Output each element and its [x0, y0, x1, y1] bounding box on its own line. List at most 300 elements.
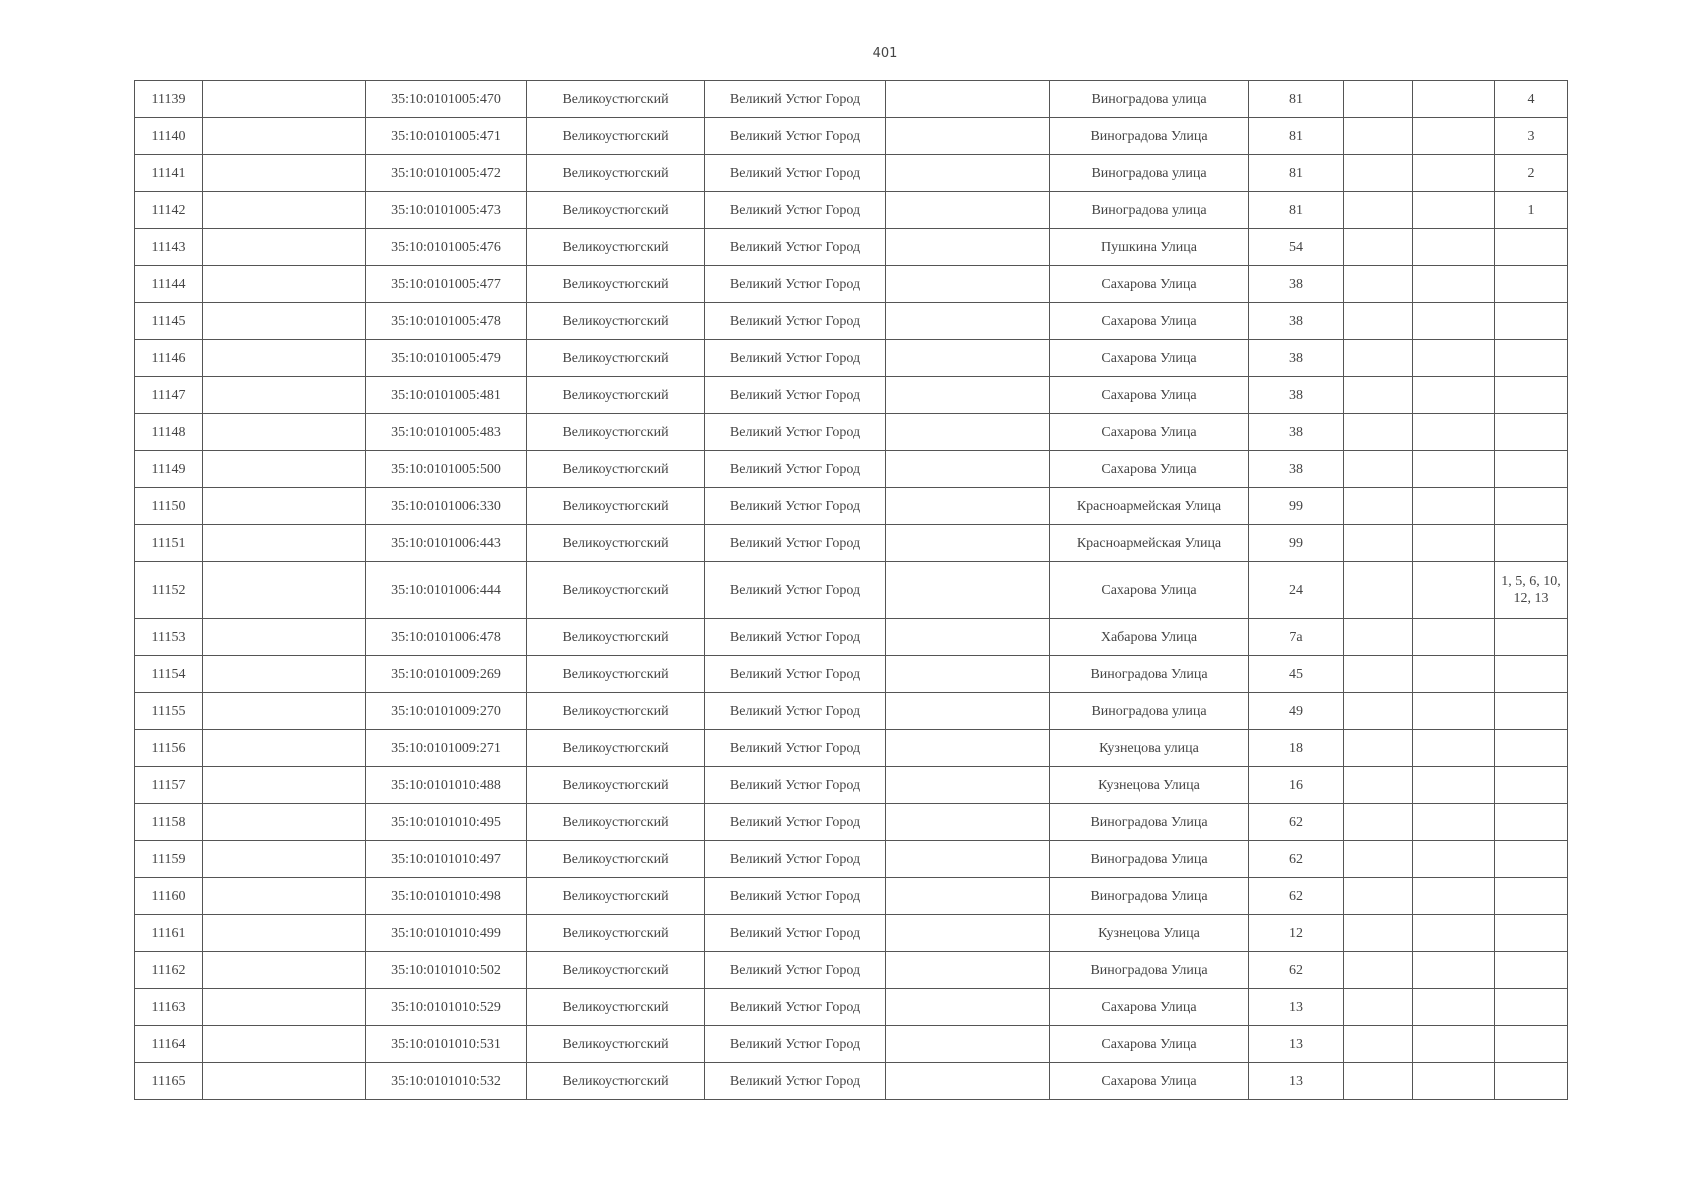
empty-cell-10 — [1413, 656, 1495, 693]
apartments-cell: 1, 5, 6, 10, 12, 13 — [1495, 562, 1568, 619]
empty-cell-9 — [1344, 303, 1413, 340]
table-row — [135, 266, 1568, 303]
empty-cell-9 — [1344, 767, 1413, 804]
district-cell: Великоустюгский — [527, 488, 705, 525]
district-cell: Великоустюгский — [527, 1026, 705, 1063]
empty-cell-2 — [203, 118, 366, 155]
street-cell: Виноградова улица — [1050, 693, 1249, 730]
empty-cell-9 — [1344, 377, 1413, 414]
table-row — [135, 229, 1568, 266]
house-number-cell: 54 — [1249, 229, 1344, 266]
empty-cell-10 — [1413, 619, 1495, 656]
empty-cell-9 — [1344, 155, 1413, 192]
row-number-cell: 11163 — [135, 989, 203, 1026]
row-number-cell: 11149 — [135, 451, 203, 488]
empty-cell-6 — [886, 488, 1050, 525]
cadastral-number-cell: 35:10:0101005:471 — [366, 118, 527, 155]
page-number: 401 — [872, 46, 898, 61]
empty-cell-10 — [1413, 488, 1495, 525]
empty-cell-2 — [203, 804, 366, 841]
district-cell: Великоустюгский — [527, 414, 705, 451]
empty-cell-10 — [1413, 804, 1495, 841]
street-cell: Сахарова Улица — [1050, 303, 1249, 340]
row-number-cell: 11144 — [135, 266, 203, 303]
apartments-cell — [1495, 878, 1568, 915]
empty-cell-9 — [1344, 229, 1413, 266]
settlement-cell: Великий Устюг Город — [705, 155, 886, 192]
cadastral-number-cell: 35:10:0101005:483 — [366, 414, 527, 451]
street-cell: Хабарова Улица — [1050, 619, 1249, 656]
empty-cell-6 — [886, 1026, 1050, 1063]
street-cell: Виноградова Улица — [1050, 656, 1249, 693]
house-number-cell: 13 — [1249, 1026, 1344, 1063]
empty-cell-6 — [886, 525, 1050, 562]
row-number-cell: 11158 — [135, 804, 203, 841]
table-row — [135, 525, 1568, 562]
empty-cell-2 — [203, 192, 366, 229]
cadastral-number-cell: 35:10:0101006:330 — [366, 488, 527, 525]
empty-cell-2 — [203, 952, 366, 989]
district-cell: Великоустюгский — [527, 451, 705, 488]
row-number-cell: 11154 — [135, 656, 203, 693]
house-number-cell: 16 — [1249, 767, 1344, 804]
apartments-cell: 1 — [1495, 192, 1568, 229]
district-cell: Великоустюгский — [527, 155, 705, 192]
empty-cell-6 — [886, 1063, 1050, 1100]
district-cell: Великоустюгский — [527, 377, 705, 414]
apartments-cell — [1495, 619, 1568, 656]
row-number-cell: 11160 — [135, 878, 203, 915]
empty-cell-6 — [886, 118, 1050, 155]
street-cell: Виноградова Улица — [1050, 841, 1249, 878]
settlement-cell: Великий Устюг Город — [705, 656, 886, 693]
apartments-cell — [1495, 1063, 1568, 1100]
district-cell: Великоустюгский — [527, 952, 705, 989]
table-row — [135, 340, 1568, 377]
cadastral-number-cell: 35:10:0101010:488 — [366, 767, 527, 804]
settlement-cell: Великий Устюг Город — [705, 730, 886, 767]
apartments-cell — [1495, 377, 1568, 414]
house-number-cell: 62 — [1249, 952, 1344, 989]
empty-cell-2 — [203, 155, 366, 192]
district-cell: Великоустюгский — [527, 1063, 705, 1100]
street-cell: Виноградова Улица — [1050, 952, 1249, 989]
street-cell: Виноградова Улица — [1050, 804, 1249, 841]
settlement-cell: Великий Устюг Город — [705, 192, 886, 229]
street-cell: Виноградова улица — [1050, 81, 1249, 118]
row-number-cell: 11143 — [135, 229, 203, 266]
empty-cell-6 — [886, 229, 1050, 266]
table-row — [135, 656, 1568, 693]
empty-cell-2 — [203, 1063, 366, 1100]
table-row — [135, 693, 1568, 730]
house-number-cell: 38 — [1249, 377, 1344, 414]
table-row — [135, 488, 1568, 525]
row-number-cell: 11165 — [135, 1063, 203, 1100]
apartments-cell — [1495, 656, 1568, 693]
street-cell: Сахарова Улица — [1050, 340, 1249, 377]
empty-cell-9 — [1344, 1026, 1413, 1063]
apartments-cell — [1495, 303, 1568, 340]
empty-cell-6 — [886, 377, 1050, 414]
street-cell: Сахарова Улица — [1050, 562, 1249, 619]
settlement-cell: Великий Устюг Город — [705, 266, 886, 303]
house-number-cell: 81 — [1249, 155, 1344, 192]
house-number-cell: 7а — [1249, 619, 1344, 656]
apartments-cell — [1495, 488, 1568, 525]
street-cell: Сахарова Улица — [1050, 989, 1249, 1026]
empty-cell-10 — [1413, 118, 1495, 155]
row-number-cell: 11141 — [135, 155, 203, 192]
empty-cell-6 — [886, 303, 1050, 340]
empty-cell-2 — [203, 340, 366, 377]
registry-table — [134, 80, 1568, 1100]
settlement-cell: Великий Устюг Город — [705, 767, 886, 804]
empty-cell-2 — [203, 562, 366, 619]
empty-cell-10 — [1413, 767, 1495, 804]
empty-cell-10 — [1413, 562, 1495, 619]
house-number-cell: 18 — [1249, 730, 1344, 767]
district-cell: Великоустюгский — [527, 525, 705, 562]
empty-cell-9 — [1344, 915, 1413, 952]
empty-cell-9 — [1344, 81, 1413, 118]
row-number-cell: 11139 — [135, 81, 203, 118]
apartments-cell — [1495, 266, 1568, 303]
row-number-cell: 11156 — [135, 730, 203, 767]
settlement-cell: Великий Устюг Город — [705, 989, 886, 1026]
empty-cell-9 — [1344, 878, 1413, 915]
row-number-cell: 11164 — [135, 1026, 203, 1063]
table-row — [135, 952, 1568, 989]
district-cell: Великоустюгский — [527, 915, 705, 952]
apartments-cell — [1495, 1026, 1568, 1063]
street-cell: Виноградова Улица — [1050, 118, 1249, 155]
empty-cell-10 — [1413, 377, 1495, 414]
street-cell: Кузнецова улица — [1050, 730, 1249, 767]
empty-cell-6 — [886, 989, 1050, 1026]
empty-cell-2 — [203, 693, 366, 730]
empty-cell-10 — [1413, 1063, 1495, 1100]
empty-cell-6 — [886, 155, 1050, 192]
table-row — [135, 118, 1568, 155]
settlement-cell: Великий Устюг Город — [705, 1026, 886, 1063]
empty-cell-2 — [203, 656, 366, 693]
table-row — [135, 730, 1568, 767]
empty-cell-9 — [1344, 841, 1413, 878]
district-cell: Великоустюгский — [527, 804, 705, 841]
house-number-cell: 12 — [1249, 915, 1344, 952]
empty-cell-10 — [1413, 155, 1495, 192]
house-number-cell: 62 — [1249, 878, 1344, 915]
empty-cell-6 — [886, 730, 1050, 767]
cadastral-number-cell: 35:10:0101009:270 — [366, 693, 527, 730]
apartments-cell — [1495, 229, 1568, 266]
house-number-cell: 81 — [1249, 192, 1344, 229]
district-cell: Великоустюгский — [527, 118, 705, 155]
settlement-cell: Великий Устюг Город — [705, 915, 886, 952]
empty-cell-2 — [203, 730, 366, 767]
empty-cell-6 — [886, 841, 1050, 878]
settlement-cell: Великий Устюг Город — [705, 229, 886, 266]
apartments-cell — [1495, 693, 1568, 730]
empty-cell-6 — [886, 693, 1050, 730]
empty-cell-6 — [886, 767, 1050, 804]
apartments-cell: 4 — [1495, 81, 1568, 118]
empty-cell-10 — [1413, 414, 1495, 451]
street-cell: Кузнецова Улица — [1050, 915, 1249, 952]
settlement-cell: Великий Устюг Город — [705, 878, 886, 915]
cadastral-number-cell: 35:10:0101010:499 — [366, 915, 527, 952]
empty-cell-2 — [203, 414, 366, 451]
row-number-cell: 11153 — [135, 619, 203, 656]
apartments-cell — [1495, 989, 1568, 1026]
cadastral-number-cell: 35:10:0101005:477 — [366, 266, 527, 303]
empty-cell-9 — [1344, 693, 1413, 730]
district-cell: Великоустюгский — [527, 841, 705, 878]
table-row — [135, 81, 1568, 118]
table-row — [135, 303, 1568, 340]
cadastral-number-cell: 35:10:0101005:479 — [366, 340, 527, 377]
settlement-cell: Великий Устюг Город — [705, 1063, 886, 1100]
cadastral-number-cell: 35:10:0101010:502 — [366, 952, 527, 989]
empty-cell-2 — [203, 878, 366, 915]
empty-cell-6 — [886, 915, 1050, 952]
empty-cell-10 — [1413, 192, 1495, 229]
house-number-cell: 62 — [1249, 804, 1344, 841]
street-cell: Сахарова Улица — [1050, 451, 1249, 488]
settlement-cell: Великий Устюг Город — [705, 619, 886, 656]
house-number-cell: 81 — [1249, 118, 1344, 155]
street-cell: Сахарова Улица — [1050, 1026, 1249, 1063]
table-row — [135, 451, 1568, 488]
district-cell: Великоустюгский — [527, 989, 705, 1026]
settlement-cell: Великий Устюг Город — [705, 451, 886, 488]
table-row — [135, 1063, 1568, 1100]
table-row — [135, 619, 1568, 656]
street-cell: Виноградова улица — [1050, 155, 1249, 192]
table-row — [135, 1026, 1568, 1063]
district-cell: Великоустюгский — [527, 693, 705, 730]
empty-cell-10 — [1413, 451, 1495, 488]
apartments-cell — [1495, 841, 1568, 878]
empty-cell-9 — [1344, 952, 1413, 989]
district-cell: Великоустюгский — [527, 81, 705, 118]
settlement-cell: Великий Устюг Город — [705, 377, 886, 414]
cadastral-number-cell: 35:10:0101005:472 — [366, 155, 527, 192]
house-number-cell: 13 — [1249, 1063, 1344, 1100]
empty-cell-6 — [886, 619, 1050, 656]
table-row — [135, 841, 1568, 878]
district-cell: Великоустюгский — [527, 562, 705, 619]
row-number-cell: 11152 — [135, 562, 203, 619]
table-row — [135, 377, 1568, 414]
apartments-cell — [1495, 451, 1568, 488]
street-cell: Сахарова Улица — [1050, 377, 1249, 414]
empty-cell-9 — [1344, 451, 1413, 488]
street-cell: Сахарова Улица — [1050, 266, 1249, 303]
row-number-cell: 11155 — [135, 693, 203, 730]
district-cell: Великоустюгский — [527, 878, 705, 915]
table-row — [135, 878, 1568, 915]
settlement-cell: Великий Устюг Город — [705, 525, 886, 562]
street-cell: Сахарова Улица — [1050, 1063, 1249, 1100]
empty-cell-6 — [886, 952, 1050, 989]
cadastral-number-cell: 35:10:0101005:481 — [366, 377, 527, 414]
cadastral-number-cell: 35:10:0101005:470 — [366, 81, 527, 118]
row-number-cell: 11161 — [135, 915, 203, 952]
empty-cell-2 — [203, 451, 366, 488]
empty-cell-6 — [886, 656, 1050, 693]
empty-cell-9 — [1344, 192, 1413, 229]
district-cell: Великоустюгский — [527, 619, 705, 656]
empty-cell-2 — [203, 1026, 366, 1063]
cadastral-number-cell: 35:10:0101006:443 — [366, 525, 527, 562]
table-row — [135, 414, 1568, 451]
empty-cell-6 — [886, 192, 1050, 229]
cadastral-number-cell: 35:10:0101005:476 — [366, 229, 527, 266]
apartments-cell — [1495, 340, 1568, 377]
row-number-cell: 11142 — [135, 192, 203, 229]
apartments-cell: 2 — [1495, 155, 1568, 192]
empty-cell-2 — [203, 266, 366, 303]
empty-cell-9 — [1344, 414, 1413, 451]
empty-cell-10 — [1413, 266, 1495, 303]
empty-cell-9 — [1344, 619, 1413, 656]
empty-cell-6 — [886, 562, 1050, 619]
district-cell: Великоустюгский — [527, 229, 705, 266]
empty-cell-10 — [1413, 1026, 1495, 1063]
cadastral-number-cell: 35:10:0101010:498 — [366, 878, 527, 915]
settlement-cell: Великий Устюг Город — [705, 488, 886, 525]
house-number-cell: 38 — [1249, 451, 1344, 488]
empty-cell-6 — [886, 81, 1050, 118]
empty-cell-2 — [203, 915, 366, 952]
house-number-cell: 38 — [1249, 266, 1344, 303]
settlement-cell: Великий Устюг Город — [705, 693, 886, 730]
house-number-cell: 49 — [1249, 693, 1344, 730]
empty-cell-2 — [203, 229, 366, 266]
street-cell: Красноармейская Улица — [1050, 488, 1249, 525]
table-row — [135, 767, 1568, 804]
empty-cell-2 — [203, 767, 366, 804]
empty-cell-10 — [1413, 878, 1495, 915]
house-number-cell: 81 — [1249, 81, 1344, 118]
district-cell: Великоустюгский — [527, 340, 705, 377]
street-cell: Красноармейская Улица — [1050, 525, 1249, 562]
cadastral-number-cell: 35:10:0101005:478 — [366, 303, 527, 340]
cadastral-number-cell: 35:10:0101009:269 — [366, 656, 527, 693]
row-number-cell: 11146 — [135, 340, 203, 377]
empty-cell-9 — [1344, 266, 1413, 303]
settlement-cell: Великий Устюг Город — [705, 414, 886, 451]
row-number-cell: 11150 — [135, 488, 203, 525]
district-cell: Великоустюгский — [527, 656, 705, 693]
cadastral-number-cell: 35:10:0101009:271 — [366, 730, 527, 767]
empty-cell-10 — [1413, 525, 1495, 562]
street-cell: Виноградова Улица — [1050, 878, 1249, 915]
district-cell: Великоустюгский — [527, 303, 705, 340]
apartments-cell — [1495, 730, 1568, 767]
empty-cell-9 — [1344, 804, 1413, 841]
row-number-cell: 11159 — [135, 841, 203, 878]
settlement-cell: Великий Устюг Город — [705, 562, 886, 619]
district-cell: Великоустюгский — [527, 730, 705, 767]
settlement-cell: Великий Устюг Город — [705, 340, 886, 377]
apartments-cell: 3 — [1495, 118, 1568, 155]
apartments-cell — [1495, 525, 1568, 562]
row-number-cell: 11140 — [135, 118, 203, 155]
house-number-cell: 99 — [1249, 488, 1344, 525]
cadastral-number-cell: 35:10:0101005:500 — [366, 451, 527, 488]
empty-cell-2 — [203, 525, 366, 562]
apartments-cell — [1495, 767, 1568, 804]
table-row — [135, 192, 1568, 229]
empty-cell-10 — [1413, 303, 1495, 340]
settlement-cell: Великий Устюг Город — [705, 118, 886, 155]
settlement-cell: Великий Устюг Город — [705, 952, 886, 989]
empty-cell-9 — [1344, 340, 1413, 377]
row-number-cell: 11148 — [135, 414, 203, 451]
house-number-cell: 99 — [1249, 525, 1344, 562]
district-cell: Великоустюгский — [527, 266, 705, 303]
empty-cell-6 — [886, 878, 1050, 915]
empty-cell-6 — [886, 414, 1050, 451]
empty-cell-6 — [886, 451, 1050, 488]
empty-cell-6 — [886, 266, 1050, 303]
row-number-cell: 11157 — [135, 767, 203, 804]
cadastral-number-cell: 35:10:0101010:531 — [366, 1026, 527, 1063]
settlement-cell: Великий Устюг Город — [705, 81, 886, 118]
house-number-cell: 13 — [1249, 989, 1344, 1026]
empty-cell-2 — [203, 989, 366, 1026]
empty-cell-6 — [886, 340, 1050, 377]
empty-cell-9 — [1344, 730, 1413, 767]
registry-rows — [135, 81, 1568, 1100]
empty-cell-2 — [203, 303, 366, 340]
empty-cell-9 — [1344, 562, 1413, 619]
empty-cell-2 — [203, 619, 366, 656]
table-row — [135, 989, 1568, 1026]
cadastral-number-cell: 35:10:0101010:495 — [366, 804, 527, 841]
settlement-cell: Великий Устюг Город — [705, 804, 886, 841]
table-row — [135, 804, 1568, 841]
empty-cell-9 — [1344, 656, 1413, 693]
table-row — [135, 155, 1568, 192]
empty-cell-9 — [1344, 1063, 1413, 1100]
empty-cell-10 — [1413, 952, 1495, 989]
house-number-cell: 38 — [1249, 340, 1344, 377]
row-number-cell: 11151 — [135, 525, 203, 562]
table-row — [135, 915, 1568, 952]
empty-cell-6 — [886, 804, 1050, 841]
cadastral-number-cell: 35:10:0101006:444 — [366, 562, 527, 619]
empty-cell-2 — [203, 488, 366, 525]
house-number-cell: 24 — [1249, 562, 1344, 619]
street-cell: Пушкина Улица — [1050, 229, 1249, 266]
settlement-cell: Великий Устюг Город — [705, 841, 886, 878]
apartments-cell — [1495, 414, 1568, 451]
empty-cell-10 — [1413, 340, 1495, 377]
house-number-cell: 38 — [1249, 303, 1344, 340]
empty-cell-9 — [1344, 989, 1413, 1026]
empty-cell-2 — [203, 81, 366, 118]
district-cell: Великоустюгский — [527, 767, 705, 804]
cadastral-number-cell: 35:10:0101010:497 — [366, 841, 527, 878]
street-cell: Виноградова улица — [1050, 192, 1249, 229]
house-number-cell: 38 — [1249, 414, 1344, 451]
street-cell: Сахарова Улица — [1050, 414, 1249, 451]
row-number-cell: 11145 — [135, 303, 203, 340]
